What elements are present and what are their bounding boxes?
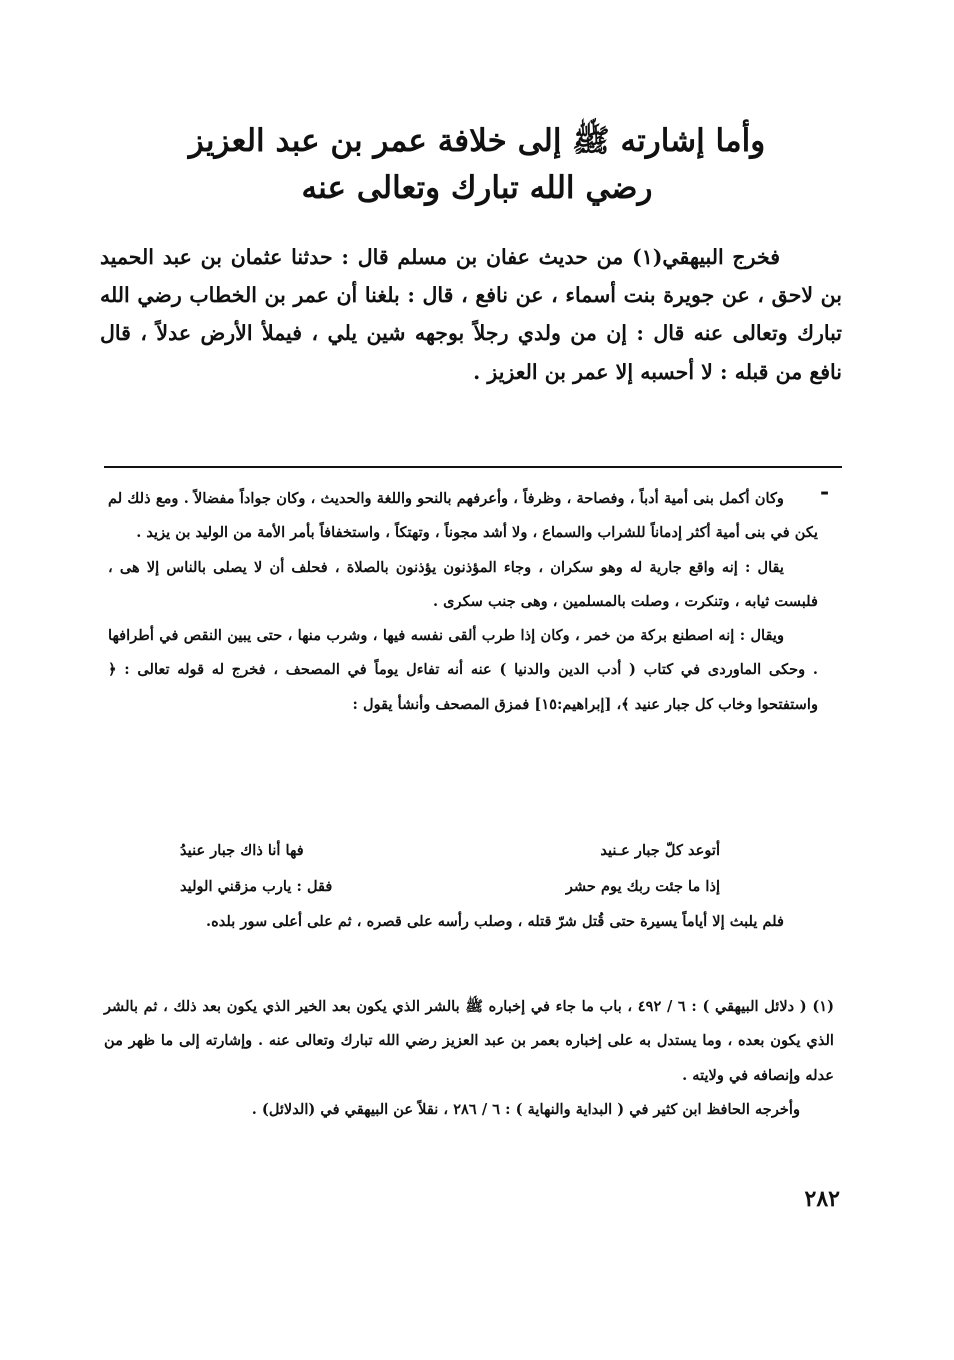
footnote-paragraph-3: ويقال : إنه اصطنع بركة من خمر ، وكان إذا طرب ألقى نفسه فيها ، وشرب منها ، حتى يبين النقص في أطرافها . وحكى الماوردى في كتاب ( أدب الدين والدنيا ) عنه أنه تفاءل يوماً في المصحف ، فخرج له قوله تعالى : ﴿ واستفتحوا وخاب كل جبار عنيد ﴾، [إبراهيم:١٥] فمزق المصحف وأنشأ يقول :: [108, 627, 818, 713]
page-number: ٢٨٢: [804, 1186, 840, 1212]
chapter-title: [0, 118, 954, 212]
poem-verse-1: [180, 833, 720, 869]
footnote-continuation: [108, 482, 818, 722]
chapter-title-line-1: وأما إشارته ﷺ إلى خلافة عمر بن عبد العزيز: [188, 123, 766, 159]
footnote-1-paragraph-2: وأخرجه الحافظ ابن كثير في ( البداية والنهاية ) : ٦ / ٢٨٦ ، نقلاً عن البيهقي في (الدلائل) .: [251, 1100, 800, 1118]
footnote-paragraph-2: يقال : إنه واقع جارية له وهو سكران ، وجاء المؤذنون يؤذنون بالصلاة ، فحلف أن لا يصلى بالناس إلا هى ، فلبست ثيابه ، وتنكرت ، وصلت بالمسلمين ، وهى جنب سكرى .: [108, 558, 818, 610]
main-text: [100, 238, 842, 391]
main-paragraph: فخرج البيهقي(١) من حديث عفان بن مسلم قال : حدثنا عثمان بن عبد الحميد بن لاحق ، عن جويرة بنت أسماء ، عن نافع ، قال : بلغنا أن عمر بن الخطاب رضي الله تبارك وتعالى عنه قال : إن من ولدي رجلاً بوجهه شين يلي ، فيملأ الأرض عدلاً ، قال نافع من قبله : لا أحسبه إلا عمر بن العزيز .: [100, 245, 842, 384]
footnote-paragraph-4: فلم يلبث إلا أياماً يسيرة حتى قُتل شرّ قتله ، وصلب رأسه على قصره ، ثم على أعلى سور بلده.: [206, 913, 784, 930]
poem-verse-1-first-hemistich: أتوعد كلّ جبار عـنيد: [600, 842, 720, 859]
footnote-continuation-dash: -: [820, 479, 830, 505]
poem: [180, 833, 720, 905]
footnote-continuation-end: [108, 905, 818, 939]
chapter-title-line-2: رضي الله تبارك وتعالى عنه: [301, 170, 653, 206]
footnote-paragraph-1: وكان أكمل بنى أمية أدباً ، وفصاحة ، وظرفاً ، وأعرفهم بالنحو واللغة والحديث ، وكان جواداً مفضالاً . ومع ذلك لم يكن في بنى أمية أكثر إدماناً للشراب والسماع ، ولا أشد مجوناً ، وتهتكاً ، واستخفافاً بأمر الأمة من الوليد بن يزيد .: [108, 490, 818, 542]
poem-verse-2-second-hemistich: فقل : يارب مزقني الوليد: [180, 878, 333, 895]
poem-verse-2-first-hemistich: إذا ما جئت ربك يوم حشر: [565, 878, 720, 895]
poem-verse-2: [180, 869, 720, 905]
poem-verse-1-second-hemistich: فها أنا ذاك جبار عنيدُ: [180, 842, 304, 859]
footnote-separator: [104, 466, 842, 468]
footnote-1: [104, 990, 834, 1127]
footnote-1-paragraph-1: (١) ( دلائل البيهقي ) : ٦ / ٤٩٢ ، باب ما جاء في إخباره ﷺ بالشر الذي يكون بعد الخير الذي يكون بعد ذلك ، ثم بالشر الذي يكون بعده ، وما يستدل به على إخباره بعمر بن عبد العزيز رضي الله تبارك وتعالى عنه . وإشارته إلى ما ظهر من عدله وإنصافه في ولايته .: [104, 998, 834, 1084]
